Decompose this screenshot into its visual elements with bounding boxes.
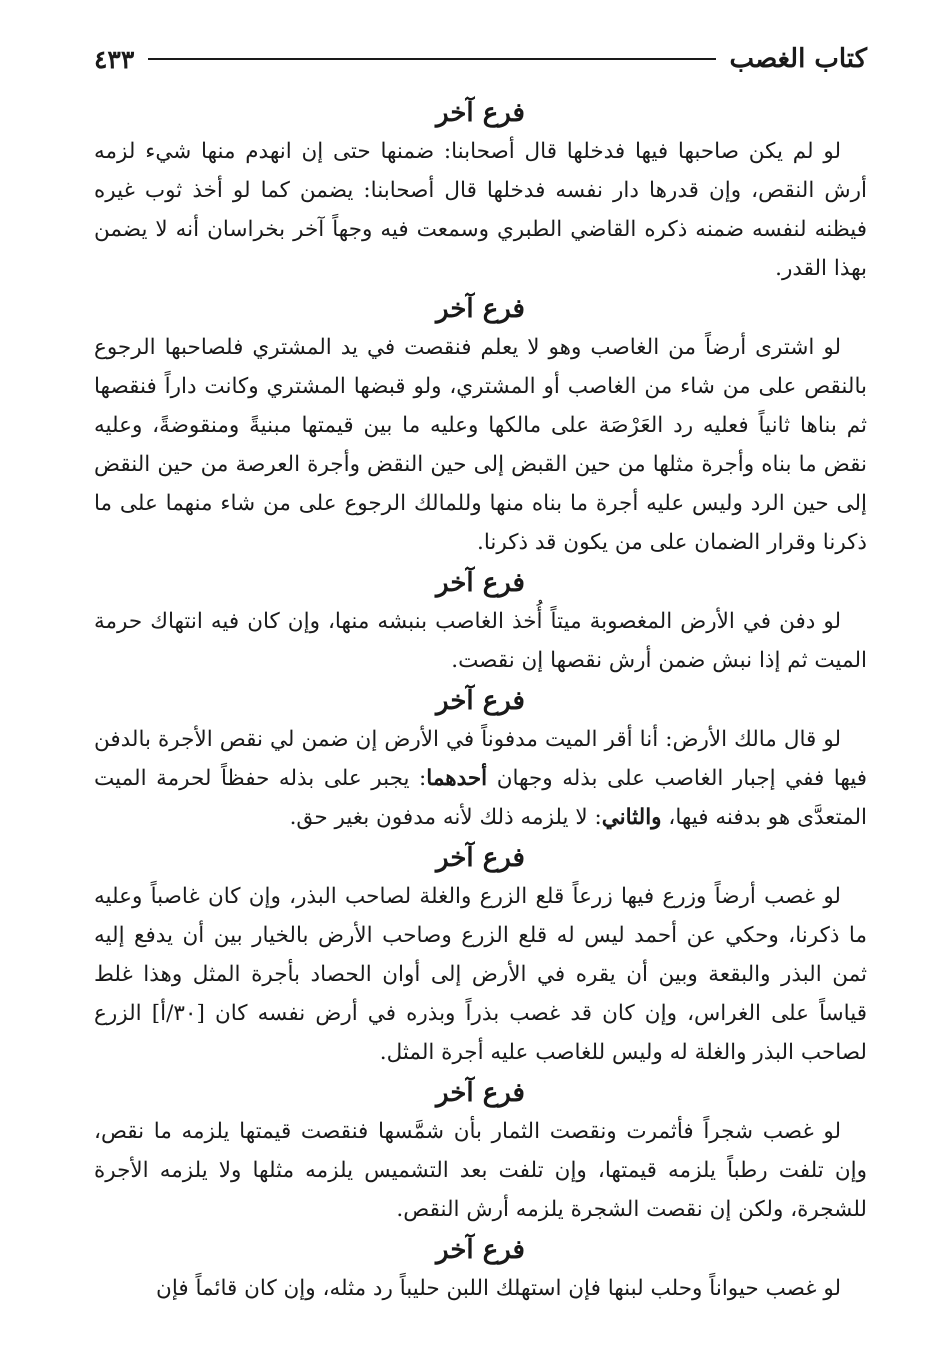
section-paragraph: لو دفن في الأرض المغصوبة ميتاً أُخذ الغاصب بنبشه منها، وإن كان فيه انتهاك حرمة الميت ثم إذا نبش ضمن أرش نقصها إن نقصت. — [94, 609, 867, 673]
header-rule — [148, 58, 715, 60]
section-1 — [94, 94, 867, 288]
section-5 — [94, 839, 867, 1072]
section-paragraph — [94, 720, 867, 837]
running-header — [94, 38, 867, 80]
section-title: فرع آخر — [436, 1235, 525, 1265]
paragraph-text: لو قال مالك الأرض: أنا أقر الميت مدفوناً في الأرض إن ضمن لي نقص الأجرة بالدفن فيها ففي إجبار الغاصب على بذله وجهان — [94, 727, 868, 791]
section-title: فرع آخر — [436, 686, 525, 716]
bold-term-first: أحدهما — [426, 766, 488, 791]
section-3 — [94, 564, 867, 680]
section-7 — [94, 1231, 867, 1308]
section-paragraph: لو غصب أرضاً وزرع فيها زرعاً قلع الزرع والغلة لصاحب البذر، وإن كان غاصباً وعليه ما ذكرنا، وحكي عن أحمد ليس له قلع الزرع وصاحب الأرض بالخيار بين أن يدفع إليه ثمن البذر والبقعة وبين أن يقره في الأرض إلى أوان الحصاد بأجرة المثل وهذا غلط قياساً على الغراس، وإن كان قد غصب بذراً وبذره في أرض نفسه كان [٣٠/أ] الزرع لصاحب البذر والغلة له وليس للغاصب عليه أجرة المثل. — [94, 884, 867, 1065]
page-number: ٤٣٣ — [94, 44, 135, 74]
section-paragraph: لو غصب حيواناً وحلب لبنها فإن استهلك اللبن حليباً رد مثله، وإن كان قائماً فإن — [156, 1276, 841, 1301]
paragraph-text: : لا يلزمه ذلك لأنه مدفون بغير حق. — [289, 805, 602, 830]
section-title: فرع آخر — [436, 843, 525, 873]
book-title: كتاب الغصب — [729, 44, 867, 74]
section-title: فرع آخر — [436, 98, 525, 128]
section-2 — [94, 290, 867, 562]
section-paragraph: لو اشترى أرضاً من الغاصب وهو لا يعلم فنقصت في يد المشتري فلصاحبها الرجوع بالنقص على من شاء من الغاصب أو المشتري، ولو قبضها المشتري وكانت داراً فنقصها ثم بناها ثانياً فعليه رد العَرْصَة على مالكها وعليه ما بين قيمتها مبنيةً ومنقوضةً، وعليه نقض ما بناه وأجرة مثلها من حين القبض إلى حين النقض وأجرة العرصة من حين النقض إلى حين الرد وليس عليه أجرة ما بناه منها وللمالك الرجوع على من شاء منهما على ما ذكرنا وقرار الضمان على من يكون قد ذكرنا. — [94, 335, 867, 555]
section-title: فرع آخر — [436, 568, 525, 598]
section-title: فرع آخر — [436, 1078, 525, 1108]
section-4 — [94, 682, 867, 837]
section-6 — [94, 1074, 867, 1229]
bold-term-second: والثاني — [601, 805, 662, 830]
section-paragraph: لو غصب شجراً فأثمرت ونقصت الثمار بأن شمَّسها فنقصت قيمتها يلزمه ما نقص، وإن تلفت رطباً يلزمه قيمتها، وإن تلفت بعد التشميس يلزمه مثلها ولا يلزمه الأجرة للشجرة، ولكن إن نقصت الشجرة يلزمه أرش النقص. — [94, 1119, 867, 1222]
section-title: فرع آخر — [436, 294, 525, 324]
section-paragraph: لو لم يكن صاحبها فيها فدخلها قال أصحابنا: ضمنها حتى إن انهدم منها شيء لزمه أرش النقص، وإن قدرها دار نفسه فدخلها قال أصحابنا: يضمن كما لو أخذ ثوب غيره فيظنه لنفسه ضمنه ذكره القاضي الطبري وسمعت فيه وجهاً آخر بخراسان أنه لا يضمن بهذا القدر. — [94, 139, 867, 281]
paragraph-text: : يجبر على بذله حفظاً لحرمة الميت المتعدَّى هو بدفنه فيها، — [94, 766, 867, 830]
